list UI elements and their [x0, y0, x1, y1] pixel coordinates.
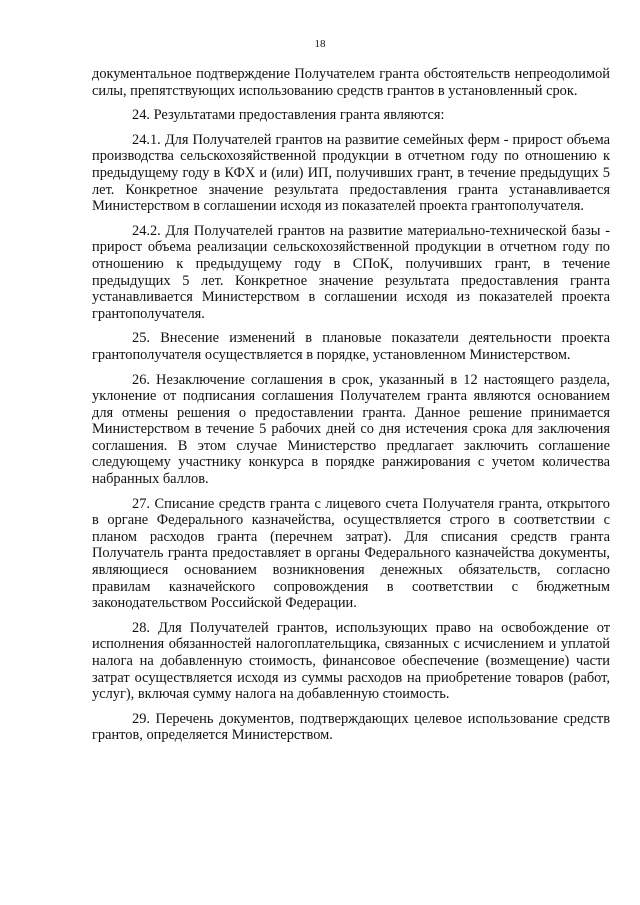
paragraph-p-continued: документальное подтверждение Получателем гранта обстоятельств непреодолимой силы, препятствующих использованию средств грантов в установленный срок. [92, 66, 610, 99]
paragraph-p-24-1: 24.1. Для Получателей грантов на развитие семейных ферм - прирост объема производства сельскохозяйственной продукции в отчетном году по отношению к предыдущему году в КФХ и (или) ИП, получивших грант, в течение предыдущих 5 лет. Конкретное значение результата предоставления гранта устанавливается Министерством в соглашении исходя из показателей проекта грантополучателя. [92, 131, 610, 215]
paragraph-p-27: 27. Списание средств гранта с лицевого счета Получателя гранта, открытого в органе Федерального казначейства, осуществляется строго в соответствии с планом расходов гранта (перечнем затрат). Для списания средств гранта Получатель гранта предоставляет в органы Федерального казначейства документы, являющиеся основанием возникновения денежных обязательств, согласно правилам казначейского сопровождения в соответствии с бюджетным законодательством Российской Федерации. [92, 495, 610, 612]
paragraph-p-24-2: 24.2. Для Получателей грантов на развитие материально-технической базы - прирост объема реализации сельскохозяйственной продукции в отчетном году по отношению к предыдущему году в СПоК, получивших грант, в течение предыдущих 5 лет. Конкретное значение результата предоставления гранта устанавливается Министерством в соглашении исходя из показателей проекта грантополучателя. [92, 222, 610, 322]
paragraph-p-28: 28. Для Получателей грантов, использующих право на освобождение от исполнения обязанностей налогоплательщика, связанных с исчислением и уплатой налога на добавленную стоимость, финансовое обеспечение (возмещение) части затрат осуществляется исходя из суммы расходов на приобретение товаров (работ, услуг), включая сумму налога на добавленную стоимость. [92, 619, 610, 703]
document-body [92, 66, 610, 752]
page-number: 18 [314, 38, 326, 50]
paragraph-p-26: 26. Незаключение соглашения в срок, указанный в 12 настоящего раздела, уклонение от подписания соглашения Получателем гранта являются основанием для отмены решения о предоставлении гранта. Данное решение принимается Министерством в течение 5 рабочих дней со дня истечения срока для заключения соглашения. В этом случае Министерство предлагает заключить соглашение следующему участнику конкурса в порядке ранжирования с учетом количества набранных баллов. [92, 371, 610, 488]
paragraph-p-29: 29. Перечень документов, подтверждающих целевое использование средств грантов, определяется Министерством. [92, 710, 610, 744]
paragraph-p-25: 25. Внесение изменений в плановые показатели деятельности проекта грантополучателя осуществляется в порядке, установленном Министерством. [92, 330, 610, 363]
paragraph-p-24: 24. Результатами предоставления гранта являются: [132, 107, 445, 124]
